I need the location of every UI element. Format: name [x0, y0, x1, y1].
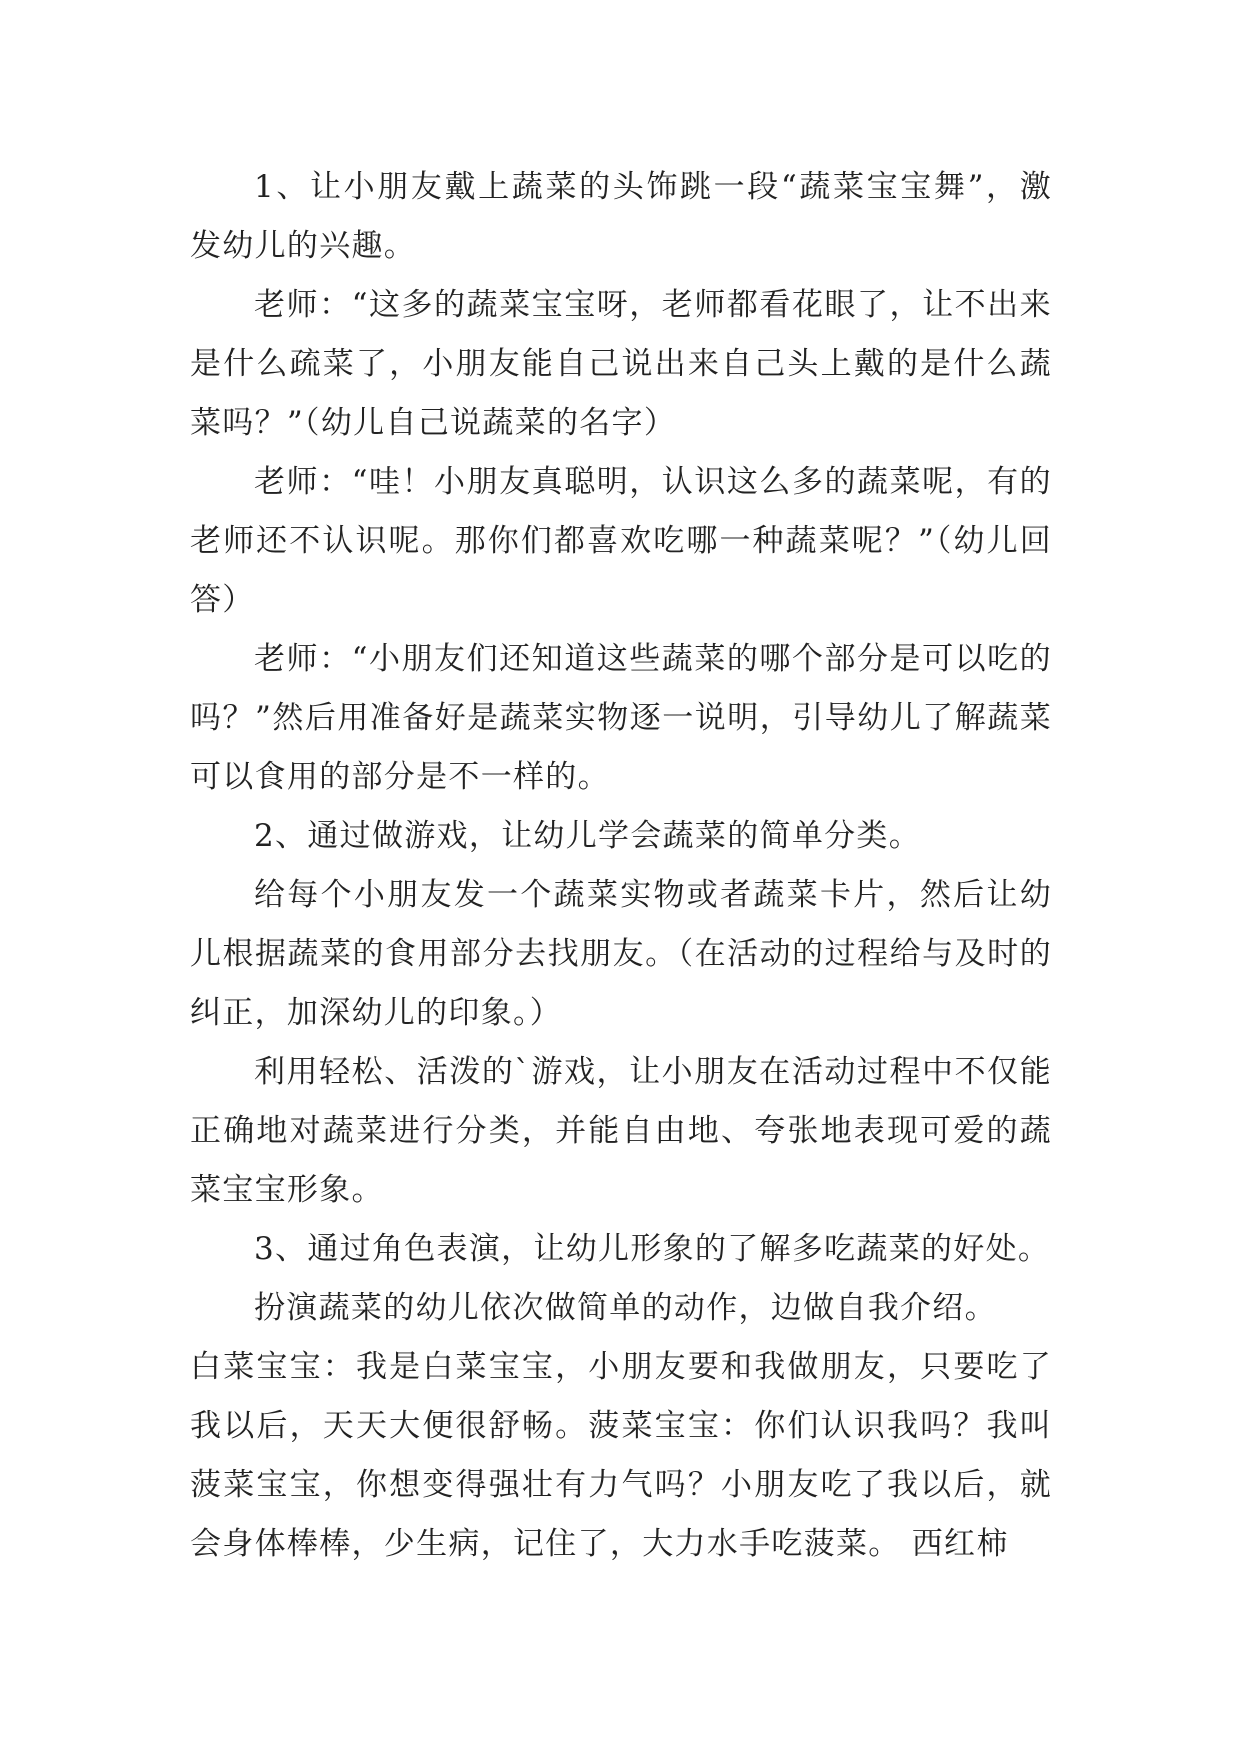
paragraph-activity-3: 3、通过角色表演，让幼儿形象的了解多吃蔬菜的好处。	[254, 1231, 1051, 1267]
paragraph-teacher-dialogue-2: 老师：“哇！小朋友真聪明，认识这么多的蔬菜呢，有的老师还不认识呢。那你们都喜欢吃哪一种蔬菜呢？”（幼儿回答）	[190, 464, 1052, 618]
paragraph-role-play-intro: 扮演蔬菜的幼儿依次做简单的动作，边做自我介绍。	[254, 1290, 997, 1326]
paragraph-teacher-dialogue-3: 老师：“小朋友们还知道这些蔬菜的哪个部分是可以吃的吗？”然后用准备好是蔬菜实物逐一说明，引导幼儿了解蔬菜可以食用的部分是不一样的。	[190, 641, 1052, 795]
paragraph-game-instructions: 给每个小朋友发一个蔬菜实物或者蔬菜卡片，然后让幼儿根据蔬菜的食用部分去找朋友。（在活动的过程给与及时的纠正，加深幼儿的印象。）	[190, 877, 1052, 1031]
paragraph-activity-2: 2、通过做游戏，让幼儿学会蔬菜的简单分类。	[254, 818, 922, 854]
paragraph-game-purpose: 利用轻松、活泼的`游戏，让小朋友在活动过程中不仅能正确地对蔬菜进行分类，并能自由地、夸张地表现可爱的蔬菜宝宝形象。	[190, 1054, 1052, 1208]
paragraph-activity-1: 1、让小朋友戴上蔬菜的头饰跳一段“蔬菜宝宝舞”，激发幼儿的兴趣。	[190, 169, 1052, 264]
paragraph-role-play-dialogue: 白菜宝宝：我是白菜宝宝，小朋友要和我做朋友，只要吃了我以后，天天大便很舒畅。菠菜宝宝：你们认识我吗？我叫菠菜宝宝，你想变得强壮有力气吗？小朋友吃了我以后，就会身体棒棒，少生病，记住了，大力水手吃菠菜。 西红柿	[190, 1349, 1052, 1562]
paragraph-teacher-dialogue-1: 老师：“这多的蔬菜宝宝呀，老师都看花眼了，让不出来是什么疏菜了，小朋友能自己说出来自己头上戴的是什么蔬菜吗？”（幼儿自己说蔬菜的名字）	[190, 287, 1052, 441]
document-body	[190, 158, 1052, 1574]
